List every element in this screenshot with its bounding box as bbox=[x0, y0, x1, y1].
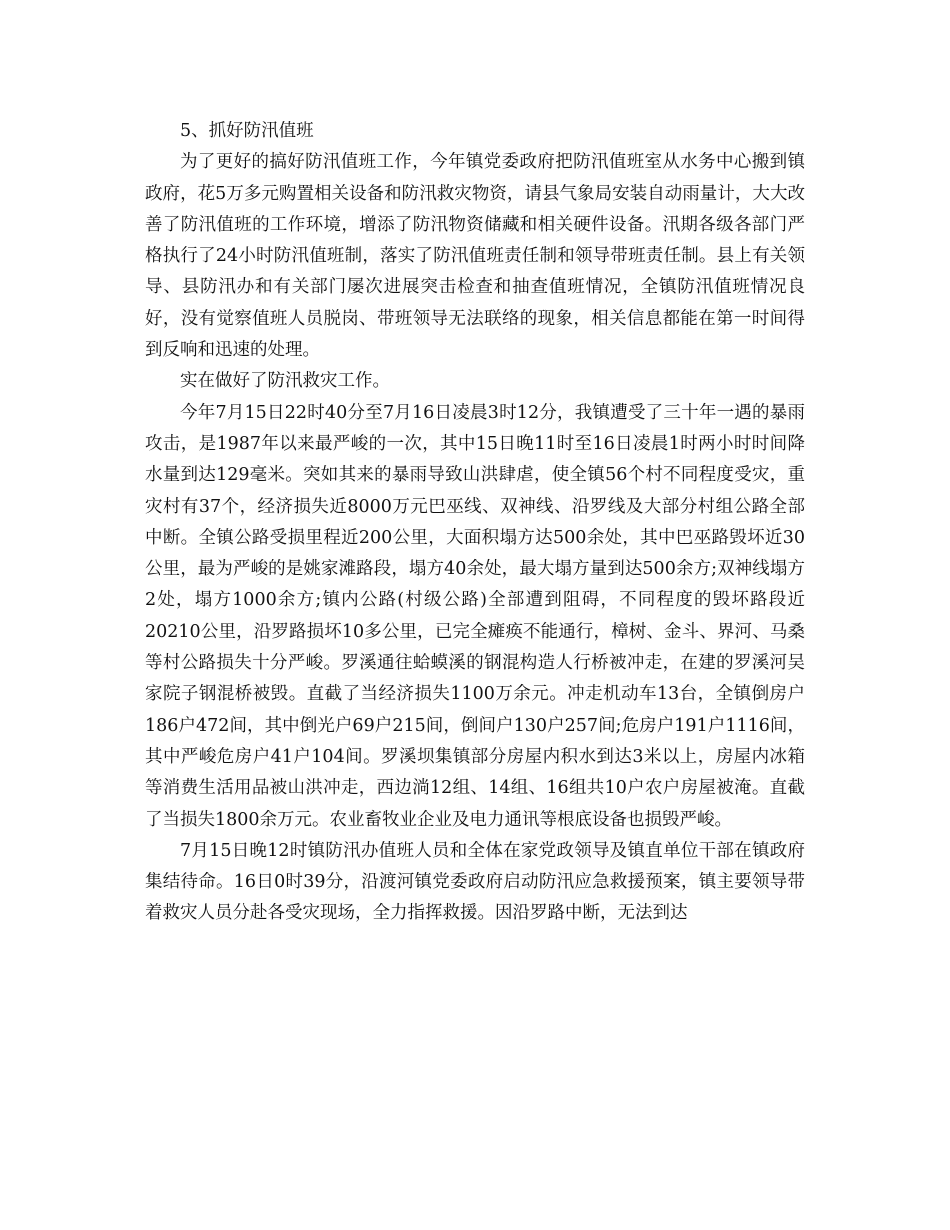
paragraph-emergency-response: 7月15日晚12时镇防汛办值班人员和全体在家党政领导及镇直单位干部在镇政府集结待命。16日0时39分，沿渡河镇党委政府启动防汛应急救援预案，镇主要领导带着救灾人员分赴各受灾现场，全力指挥救援。因沿罗路中断，无法到达 bbox=[145, 840, 805, 924]
section-heading: 5、抓好防汛值班 bbox=[180, 121, 314, 141]
paragraph-storm-damage: 今年7月15日22时40分至7月16日凌晨3时12分，我镇遭受了三十年一遇的暴雨攻击，是1987年以来最严峻的一次，其中15日晚11时至16日凌晨1时两小时时间降水量到达129毫米。突如其来的暴雨导致山洪肆虐，使全镇56个村不同程度受灾，重灾村有37个，经济损失近8000万元巴巫线、双神线、沿罗线及大部分村组公路全部中断。全镇公路受损里程近200公里，大面积塌方达500余处，其中巴巫路毁坏近30公里，最为严峻的是姚家滩路段，塌方40余处，最大塌方量到达500余方;双神线塌方2处，塌方1000余方;镇内公路(村级公路)全部遭到阻碍，不同程度的毁坏路段近20210公里，沿罗路损坏10多公里，已完全瘫痪不能通行，樟树、金斗、界河、马桑等村公路损失十分严峻。罗溪通往蛤蟆溪的钢混构造人行桥被冲走，在建的罗溪河吴家院子钢混桥被毁。直截了当经济损失1100万余元。冲走机动车13台，全镇倒房户186户472间，其中倒光户69户215间，倒间户130户257间;危房户191户1116间，其中严峻危房户41户104间。罗溪坝集镇部分房屋内积水到达3米以上，房屋内冰箱等消费生活用品被山洪冲走，西边淌12组、14组、16组共10户农户房屋被淹。直截了当损失1800余万元。农业畜牧业企业及电力通讯等根底设备也损毁严峻。 bbox=[145, 402, 805, 830]
paragraph-disaster-relief-intro: 实在做好了防汛救灾工作。 bbox=[180, 371, 390, 392]
paragraph-flood-duty: 为了更好的搞好防汛值班工作，今年镇党委政府把防汛值班室从水务中心搬到镇政府，花5万多元购置相关设备和防汛救灾物资，请县气象局安装自动雨量计，大大改善了防汛值班的工作环境，增添了防汛物资储藏和相关硬件设备。汛期各级各部门严格执行了24小时防汛值班制，落实了防汛值班责任制和领导带班责任制。县上有关领导、县防汛办和有关部门屡次进展突击检查和抽查值班情况，全镇防汛值班情况良好，没有觉察值班人员脱岗、带班领导无法联络的现象，相关信息都能在第一时间得到反响和迅速的处理。 bbox=[145, 152, 805, 361]
document-body bbox=[145, 116, 805, 930]
